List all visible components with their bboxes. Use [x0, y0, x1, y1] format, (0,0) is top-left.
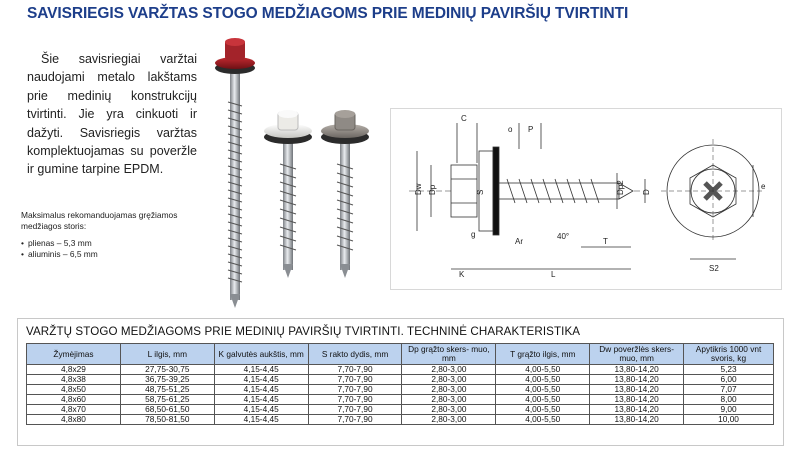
- table-cell: 2,80-3,00: [402, 385, 496, 395]
- dim-label-dw: Dw: [414, 183, 423, 195]
- table-cell: 7,70-7,90: [308, 415, 402, 425]
- col-header: K galvutės aukštis, mm: [214, 344, 308, 365]
- table-cell: 4,00-5,50: [496, 365, 590, 375]
- table-cell: 4,00-5,50: [496, 385, 590, 395]
- table-cell: 13,80-14,20: [590, 385, 684, 395]
- max-depth-list: [21, 238, 211, 260]
- dim-label-p: P: [528, 125, 534, 134]
- table-cell: 13,80-14,20: [590, 365, 684, 375]
- dim-label-c: C: [461, 114, 467, 123]
- max-depth-item: • plienas – 5,3 mm: [21, 238, 211, 249]
- col-header: Apytikris 1000 vnt svoris, kg: [684, 344, 774, 365]
- dim-label-s: S: [476, 189, 485, 195]
- screws-illustration: [208, 32, 372, 310]
- table-cell: 4,15-4,45: [214, 365, 308, 375]
- table-cell: 48,75-51,25: [120, 385, 214, 395]
- table-cell: 4,8x38: [27, 375, 121, 385]
- table-cell: 2,80-3,00: [402, 415, 496, 425]
- technical-drawing: [390, 108, 782, 290]
- dim-label-dp2: Dp2: [616, 180, 625, 195]
- table-cell: 2,80-3,00: [402, 365, 496, 375]
- table-cell: 4,00-5,50: [496, 405, 590, 415]
- screws-photo: [208, 32, 372, 310]
- table-cell: 36,75-39,25: [120, 375, 214, 385]
- col-header: T grąžto ilgis, mm: [496, 344, 590, 365]
- table-cell: 13,80-14,20: [590, 415, 684, 425]
- table-cell: 27,75-30,75: [120, 365, 214, 375]
- col-header: Dp grąžto skers- muo, mm: [402, 344, 496, 365]
- table-cell: 4,00-5,50: [496, 395, 590, 405]
- max-depth-item: • aliuminis – 6,5 mm: [21, 249, 211, 260]
- table-cell: 13,80-14,20: [590, 405, 684, 415]
- grey-screw: [321, 110, 369, 278]
- dim-label-t: T: [603, 237, 608, 246]
- col-header: L ilgis, mm: [120, 344, 214, 365]
- table-cell: 78,50-81,50: [120, 415, 214, 425]
- table-cell: 7,70-7,90: [308, 365, 402, 375]
- table-cell: 68,50-61,50: [120, 405, 214, 415]
- dim-label-angle: 40°: [557, 232, 570, 241]
- dim-label-k: K: [459, 270, 465, 279]
- table-cell: 4,8x70: [27, 405, 121, 415]
- table-cell: 4,15-4,45: [214, 415, 308, 425]
- dim-label-d: D: [642, 189, 651, 195]
- max-depth-info: [21, 210, 211, 260]
- page-title: SAVISRIEGIS VARŽTAS STOGO MEDŽIAGOMS PRIE MEDINIŲ PAVIRŠIŲ TVIRTINTI: [27, 5, 629, 22]
- table-cell: 10,00: [684, 415, 774, 425]
- dim-label-e: e: [761, 182, 766, 191]
- col-header: S rakto dydis, mm: [308, 344, 402, 365]
- table-cell: 4,00-5,50: [496, 375, 590, 385]
- dim-label-g: g: [471, 230, 476, 239]
- dim-label-l: L: [551, 270, 556, 279]
- table-cell: 5,23: [684, 365, 774, 375]
- dim-label-s2: S2: [709, 264, 719, 273]
- table-cell: 7,70-7,90: [308, 375, 402, 385]
- table-cell: 7,70-7,90: [308, 395, 402, 405]
- table-cell: 4,15-4,45: [214, 385, 308, 395]
- red-screw: [215, 38, 255, 308]
- table-cell: 7,07: [684, 385, 774, 395]
- table-cell: 4,00-5,50: [496, 415, 590, 425]
- table-cell: 13,80-14,20: [590, 395, 684, 405]
- white-screw: [264, 110, 312, 278]
- table-cell: 7,70-7,90: [308, 405, 402, 415]
- table-cell: 2,80-3,00: [402, 405, 496, 415]
- table-cell: 58,75-61,25: [120, 395, 214, 405]
- table-cell: 9,00: [684, 405, 774, 415]
- table-cell: 4,15-4,45: [214, 375, 308, 385]
- table-header-row: [27, 344, 774, 365]
- max-depth-heading: Maksimalus rekomanduojamas gręžiamos medžiagos storis:: [21, 210, 178, 231]
- table-cell: 4,8x60: [27, 395, 121, 405]
- intro-paragraph: Šie savisriegiai varžtai naudojami metalo lakštams prie medinių konstrukcijų tvirtinti. Jie yra cinkuoti ir dažyti. Savisriegis varžtas komplektuojamas su poveržle ir gumine tarpine EPDM.: [27, 52, 197, 177]
- table-cell: 13,80-14,20: [590, 375, 684, 385]
- table-cell: 2,80-3,00: [402, 375, 496, 385]
- table-cell: 4,8x50: [27, 385, 121, 395]
- table-row: [27, 375, 774, 385]
- table-cell: 4,15-4,45: [214, 395, 308, 405]
- table-cell: 4,8x29: [27, 365, 121, 375]
- table-cell: 2,80-3,00: [402, 395, 496, 405]
- dimension-drawing: [391, 109, 781, 289]
- col-header: Žymėjimas: [27, 344, 121, 365]
- dim-label-dp: Dp: [428, 184, 437, 195]
- table-row: [27, 415, 774, 425]
- table-cell: 4,8x80: [27, 415, 121, 425]
- table-row: [27, 395, 774, 405]
- table-cell: 4,15-4,45: [214, 405, 308, 415]
- table-cell: 7,70-7,90: [308, 385, 402, 395]
- spec-table-panel: [17, 318, 784, 446]
- spec-table: [26, 343, 774, 425]
- table-row: [27, 385, 774, 395]
- table-row: [27, 365, 774, 375]
- dim-label-o: o: [508, 125, 513, 134]
- table-cell: 8,00: [684, 395, 774, 405]
- col-header: Dw poveržlės skers- muo, mm: [590, 344, 684, 365]
- table-row: [27, 405, 774, 415]
- dim-label-ar: Ar: [515, 237, 523, 246]
- table-cell: 6,00: [684, 375, 774, 385]
- table-title: VARŽTŲ STOGO MEDŽIAGOMS PRIE MEDINIŲ PAVIRŠIŲ TVIRTINTI. TECHNINĖ CHARAKTERISTIKA: [26, 325, 581, 338]
